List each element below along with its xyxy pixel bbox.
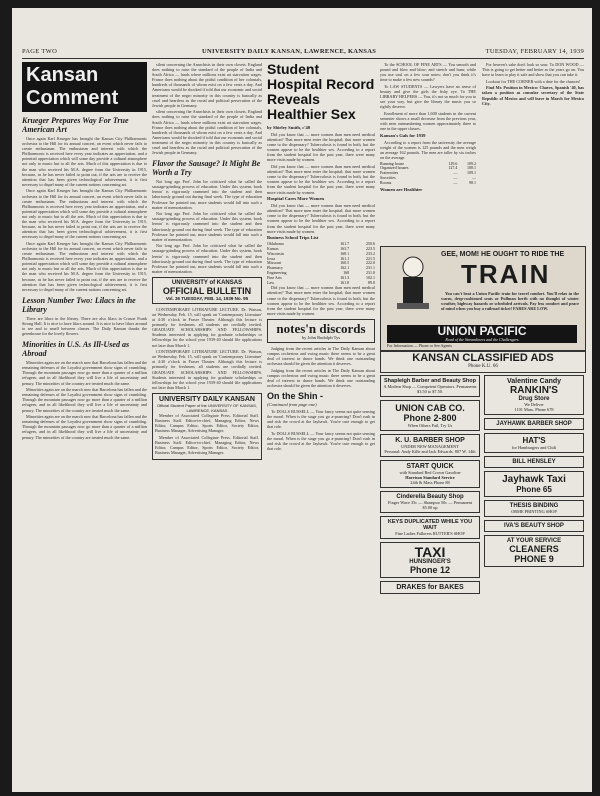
jayhawk-taxi-ad (484, 471, 584, 497)
cinderella-items: Finger Wave 35c — Shampoo 50c — Permanent $5.00 up (388, 500, 472, 510)
official-bulletin (152, 277, 262, 304)
spanish-note: Find Mr. Position in Mexico: Chaves, Spanish '40, has taken a position as consular secretary of the State Republic of Mexico and will leave in March for Mexico City. (482, 85, 584, 106)
ivas-ad (484, 520, 584, 532)
train-ad-word: TRAIN (461, 259, 551, 289)
ku-barber-ad (380, 434, 480, 457)
table-cell: — (453, 170, 458, 176)
hospital-byline: by Shirley Smith, c'40 (267, 125, 311, 130)
table-cell: 250.6 (366, 241, 375, 247)
table-cell: 162.1 (340, 265, 350, 271)
jayhawk-taxi-title: Jayhawk Taxi (502, 474, 566, 485)
start-quick-ad (380, 460, 480, 488)
right-top-column (482, 62, 584, 242)
keys-shop: Fine Ladies Fallorers RUTTER'S SHOP (395, 531, 465, 536)
union-cab-phone: Phone 2-800 (403, 413, 457, 423)
taxi-phone: Phone 12 (409, 565, 450, 575)
on-the-shin-sub: (Continued from page one) (267, 402, 317, 408)
editorial-column (22, 62, 147, 790)
table-cell: 109.2 (467, 160, 476, 166)
union-pacific-ad (380, 246, 586, 351)
kansan-comment-banner: Kansan Comment (22, 62, 147, 112)
harrison-phone: 24th & Mass Phone 88 (410, 480, 450, 485)
table-cell: 222.0 (366, 260, 375, 266)
page-number: PAGE TWO (22, 48, 58, 55)
table-cell: 161.7 (340, 241, 350, 247)
hospital-body-2: Did you know that — more women than men need medical attention? That more men enter the hospital; that more women come to the dispensary? Tuberculosis is found in both, but the women appear to be the healthier sex. According to a report from the student hospital for the past year, there were many more visits made by women. (267, 203, 375, 234)
union-cab-title: UNION CAB CO. (395, 403, 465, 413)
classified-title: KANSAN CLASSIFIED ADS (412, 352, 554, 364)
table-cell: Pharmacy (267, 265, 283, 271)
table-cell: 109.1 (467, 170, 476, 176)
table-cell: 221.5 (366, 255, 375, 261)
table-cell: Rooms (380, 179, 392, 185)
table-cell: 168.1 (340, 250, 350, 256)
staff-box (152, 393, 262, 460)
thesis-ad (484, 500, 584, 517)
editorial-headline-lilacs: Lesson Number Two: Lilacs in the Library (22, 295, 136, 314)
editorial-headline-sausage: Flavor the Sausage? It Might Be Worth a Try (152, 159, 261, 178)
cleaners-phone: PHONE 9 (514, 554, 554, 564)
train-ad-body: You can't beat a Union Pacific train for travel comfort. You'll relax in the warm, deep-cushioned seats or Pullman berth with no thought of winter weather, highway hazards or scheduled arrivals. Pay less comfort and peace of mind when you buy a railroad ticket! FARES ARE LOW. (441, 291, 579, 312)
ku-barber-title: K. U. BARBER SHOP (395, 437, 465, 444)
train-ad-headline: GEE, MOM! HE OUGHT TO RIDE THE (441, 251, 565, 258)
table-cell: 102.1 (366, 274, 375, 280)
ku-barber-sub: UNDER NEW MANAGEMENT (401, 444, 459, 449)
rankins-ad (484, 375, 584, 415)
table-cell: Iowa (267, 255, 275, 261)
cinderella-ad (380, 491, 480, 513)
table-cell: Organized houses (380, 165, 409, 171)
bulletin-heading: OFFICIAL BULLETIN (162, 285, 252, 296)
beauty-shop-body: A Modern Shop — Competent Operators. Permanents $3.50 to $7.50. (383, 384, 477, 394)
table-cell: 233.2 (366, 250, 375, 256)
classified-column-left (380, 375, 480, 785)
union-cab-sub: When Others Fail, Try Us (407, 423, 453, 428)
rankins-name: RANKIN'S (510, 385, 558, 396)
keys-ad (380, 516, 480, 539)
school-column (380, 62, 476, 242)
hospital-column (267, 62, 375, 790)
cleaners-ad (484, 535, 584, 567)
school-big-body: According to a report from the university the average weight of the women is 125 pounds and the men weigh an average 162 pounds. The men are taller by six inches on the average. (380, 139, 476, 160)
table-cell: Sororities (380, 174, 396, 180)
table-cell: Fine Arts (267, 274, 282, 280)
table-cell: Law (267, 279, 275, 285)
harrison-name: Harrison Standard Service (405, 475, 455, 480)
staff-body: Member of Associated Collegiate Press. Editorial Staff. Business Staff. Editor-in-chief, Managing Editor, News Editor, Campus Editor, Sports Editor, Society Editor, Business Manager, Advertising Manager. Member of Associated Collegiate Press. Editorial Staff. Business Staff. Editor-in-chief, Managing Editor, News Editor, Campus Editor, Sports Editor, Society Editor, Business Manager, Advertising Manager. (155, 412, 259, 456)
keys-title: KEYS DUPLICATED WHILE YOU WAIT (387, 519, 473, 531)
school-lines: To the SCHOOL OF FINE ARTS — You smooth and pound and blow and blow; and stretch and hum; while you use soul on a few sour notes; don't you think it's time to make a few new sounds? To LAW STUDENTS — Lawyers have no sense of beauty and give the girls the fishy eye. To THE LIBRARY HELPERS — You, it's not so much for you to see your way, but give the library the music you so rightly deserve. Enrollment of more than 1,600 students in the current semester shows a small decrease from the previous year, with men outnumbering women approximately three to one in the upper classes. (380, 62, 476, 132)
on-the-shin-body: To DOLLS RUSSELL — Your fancy seems not quite sensing the moral. When is the stage you go a-prancing? Don't rush in and risk the crowd at the Jayhawk. You're cute enough to get that role. To DOLLS RUSSELL — Your fancy seems not quite sensing the moral. When is the stage you go a-prancing? Don't rush in and risk the crowd at the Jayhawk. You're cute enough to get that role. (267, 409, 375, 452)
taxi-ad (380, 542, 480, 578)
cinderella-title: Cinderella Beauty Shop (396, 494, 464, 500)
at-your-service: AT YOUR SERVICE (506, 538, 562, 544)
beauty-shop-ad (380, 375, 480, 397)
taxi-name: HUNSINGER'S (409, 559, 451, 565)
editorial-body-krueger: Once again Karl Krueger has brought the Kansas City Philharmonic orchestra to the Hill for its annual concert, an event which never fails to create enthusiasm. The enthusiasm and interest with which the Philharmonic is received here every year indicates an appreciation, and a potential appreciation which will some day provide a cultural atmosphere not only to music but to all the arts. Much of this appreciation is due to the man who received his M.A. degree from the University in 1915, because, as he has never failed to point out, if the arts are to receive the attention that has been given technological achievement, it is first necessary to dispel many of the current notions concerning art. Once again Karl Krueger has brought the Kansas City Philharmonic orchestra to the Hill for its annual concert, an event which never fails to create enthusiasm. The enthusiasm and interest with which the Philharmonic is received here every year indicates an appreciation, and a potential appreciation which will some day provide a cultural atmosphere not only to music but to all the arts. Much of this appreciation is due to the man who received his M.A. degree from the University in 1915, because, as he has never failed to point out, if the arts are to receive the attention that has been given technological achievement, it is first necessary to dispel many of the current notions concerning art. Once again Karl Krueger has brought the Kansas City Philharmonic orchestra to the Hill for its annual concert, an event which never fails to create enthusiasm. The enthusiasm and interest with which the Philharmonic is received here every year indicates an appreciation, and a potential appreciation which will some day provide a cultural atmosphere not only to music but to all the arts. Much of this appreciation is due to the man who received his M.A. degree from the University in 1915, because, as he has never failed to point out, if the arts are to receive the attention that has been given technological achievement, it is first necessary to dispel many of the current notions concerning art. (22, 136, 147, 292)
notes-discords-box (267, 319, 375, 343)
classified-phone: Phone K.U. 66 (468, 364, 498, 369)
table-cell: Missouri (267, 260, 282, 266)
table-cell: 160.5 (340, 260, 350, 266)
table-cell: 168 (343, 269, 350, 275)
classified-column-right (484, 375, 584, 785)
table-cell: Kansas (267, 245, 279, 251)
notes-title: notes'n discords (276, 320, 366, 336)
table-cell: 98.1 (469, 179, 476, 185)
beauty-shop-title: Shapleigh Barber and Beauty Shop (384, 378, 476, 384)
notes-body: Judging from the recent articles in The Daily Kansan about campus orchestras and swing music there seems to be a great deal of interest in dance bands. We think one outstanding orchestra should be given the attention it deserves. Judging from the recent articles in The Daily Kansan about campus orchestras and swing music there seems to be a great deal of interest in dance bands. We think one outstanding orchestra should be given the attention it deserves. (267, 345, 375, 389)
rankins-address: 1101 Mass. Phone 678 (514, 407, 554, 412)
newspaper-page (12, 8, 592, 792)
hats-sub: for Hamburgers and Chili (511, 445, 557, 450)
table-cell: 163.7 (340, 245, 350, 251)
classified-banner (380, 351, 586, 373)
table-cell: — (472, 174, 476, 180)
start-quick-sub: with Standard Red Crown Gasoline (399, 470, 461, 475)
editorial-body-lilacs: There are lilacs in the library. There are also lilacs in Crusoe Frank Strong Hall. It is nice to have lilacs around. It is nice to have lilacs around to see and to smell between classes. The Daily Kansan thanks the greenhouse for the lovely flowers. (22, 315, 147, 337)
union-pacific-tag: Road of the Streamliners and the Challengers (445, 337, 519, 342)
issue-date: TUESDAY, FEBRUARY 14, 1939 (485, 48, 584, 55)
union-pacific-agent: For Information — Phone or See Agents (387, 343, 452, 348)
jayhawk-barber-title: JAYHAWK BARBER SHOP (496, 421, 572, 427)
table-cell: 89.0 (368, 279, 375, 285)
boy-illustration (387, 253, 439, 311)
hats-title: HAT'S (522, 436, 546, 445)
trips-table-title: Business School Trips List (267, 235, 319, 241)
right-top-text: For heaven's sake don't look so sour. To DON WOOD — This is going to get better and better as the years go on. You have to learn to play it safe and show that you can take it. Lookout for THE CORNER with a date for the chances! (482, 62, 584, 84)
on-the-shin-headline: On the Shin - (267, 391, 323, 402)
ivas-title: IVA'S BEAUTY SHOP (504, 523, 564, 529)
staff-title: UNIVERSITY DAILY KANSAN (159, 395, 255, 403)
table-cell: — (453, 174, 458, 180)
table-cell: 161.8 (340, 279, 350, 285)
bill-hensley-title: BILL HENSLEY (512, 459, 556, 465)
paper-title: UNIVERSITY DAILY KANSAN, LAWRENCE, KANSAS (202, 48, 377, 55)
table-cell: 161.3 (340, 274, 350, 280)
ku-barber-body: Personal: Andy Kille and Jack Edwards. 807 W. 14th (384, 449, 476, 454)
rankins-deliver: We Deliver (524, 402, 544, 407)
weights-table (380, 162, 476, 186)
table-cell: Engineering (267, 269, 287, 275)
jayhawk-barber-ad (484, 418, 584, 430)
start-quick-title: START QUICK (406, 463, 454, 470)
table-cell: 161.1 (340, 255, 350, 261)
rankins-drug-store: Drug Store (518, 396, 550, 402)
union-cab-ad (380, 400, 480, 431)
table-cell: Wisconsin (267, 250, 284, 256)
jayhawk-taxi-phone: Phone 65 (516, 485, 552, 494)
bulletin-university: UNIVERSITY of KANSAS (171, 279, 243, 286)
editorial-body-minorities: Minorities again are on the march now that Barcelona has fallen and the remaining defenses of the Loyalist government show signs of crumbling. Through the mountain passages now go more than a quarter of a million refugees, and in all likelihood they will live a life of uncertainty and penury. The minorities of the country are treated much the same. Minorities again are on the march now that Barcelona has fallen and the remaining defenses of the Loyalist government show signs of crumbling. Through the mountain passages now go more than a quarter of a million refugees, and in all likelihood they will live a life of uncertainty and penury. The minorities of the country are treated much the same. Minorities again are on the march now that Barcelona has fallen and the remaining defenses of the Loyalist government show signs of crumbling. Through the mountain passages now go more than a quarter of a million refugees, and in all likelihood they will live a life of uncertainty and penury. The minorities of the country are treated much the same. (22, 360, 147, 440)
cleaners-title: CLEANERS (509, 544, 559, 554)
school-big-headline: Kansan's Gals for 1939 (380, 132, 426, 138)
orme-shop: ORME PRINTING SHOP (511, 509, 557, 514)
valentine-candy: Valentine Candy (506, 378, 562, 385)
school-sub: Women are Healthier (380, 186, 423, 192)
editorial-headline-krueger: Krueger Prepares Way For True American Art (22, 116, 129, 134)
editorial-continued: silent concerning the Anarchists in their own closets. England does nothing to raise the standard of the people of India and South Africa — lands where millions exist on starvation wages. France does nothing about the pitiful condition of her colonials, hundreds of thousands of whom exist on a few cents a day. And Americans would be shocked if told that our economic and social treatment of the negro minority in this country is basically as cruel and heartless as the racial and political persecution of the Jewish people in Germany. silent concerning the Anarchists in their own closets. England does nothing to raise the standard of the people of India and South Africa — lands where millions exist on starvation wages. France does nothing about the pitiful condition of her colonials, hundreds of thousands of whom exist on a few cents a day. And Americans would be shocked if told that our economic and social treatment of the negro minority in this country is basically as cruel and heartless as the racial and political persecution of the Jewish people in Germany. (152, 62, 262, 156)
table-cell: Running house (380, 160, 405, 166)
center-column (152, 62, 262, 790)
taxi-title: TAXI (414, 544, 446, 560)
union-pacific-banner (387, 325, 577, 343)
staff-subtitle: Official Student Paper of the UNIVERSITY OF KANSAS, LAWRENCE, KANSAS (156, 402, 258, 413)
hospital-body-3: Did you know that — more women than men need medical attention? That more men enter the hospital; that more women come to the dispensary? Tuberculosis is found in both, but the women appear to be the healthier sex. According to a report from the student hospital for the past year, there were many more visits made by women. (267, 285, 375, 316)
notes-byline: by John Rudolph Tys (301, 334, 341, 340)
bulletin-volume: Vol. 36 TUESDAY, FEB. 14, 1939 No. 95 (165, 295, 249, 301)
bill-hensley-ad (484, 456, 584, 468)
union-pacific-name: UNION PACIFIC (437, 324, 527, 338)
table-cell: 127.4 (448, 165, 458, 171)
table-cell: — (453, 179, 458, 185)
drakes-title: DRAKES for BAKES (396, 584, 464, 591)
table-row (380, 181, 476, 186)
editorial-headline-minorities: Minorities in U.S. As Ill-Used as Abroad (22, 340, 130, 359)
hospital-headline: Student Hospital Record Reveals Healthier Sex (267, 62, 375, 122)
table-cell: 223.5 (366, 245, 375, 251)
hospital-subhead: Hospital Cares More Women (267, 196, 325, 202)
thesis-title: THESIS BINDING (509, 503, 559, 509)
table-cell: 231.0 (366, 269, 375, 275)
masthead (22, 48, 584, 59)
trips-table (267, 242, 375, 285)
table-cell: 108.1 (467, 165, 476, 171)
table-cell: Fraternities (380, 170, 399, 176)
table-cell: Oklahoma (267, 241, 284, 247)
hospital-body: Did you know that — more women than men need medical attention? That more men enter the hospital; that more women come to the dispensary? Tuberculosis is found in both, but the women appear to be the healthier sex. According to a report from the student hospital for the past year, there were many more visits made by women. Did you know that — more women than men need medical attention? That more men enter the hospital; that more women come to the dispensary? Tuberculosis is found in both, but the women appear to be the healthier sex. According to a report from the student hospital for the past year, there were many more visits made by women. (267, 132, 375, 195)
editorial-body-sausage: Not long ago Prof. John Ise criticized what he called the sausage-grinding process of education. Under this system, book lernin' is vigorously crammed into the student and then laboriously ground out during final week. The type of education Professor Ise pointed out, more students would fall into such a matter of memorization. Not long ago Prof. John Ise criticized what he called the sausage-grinding process of education. Under this system, book lernin' is vigorously crammed into the student and then laboriously ground out during final week. The type of education Professor Ise pointed out, more students would fall into such a matter of memorization. Not long ago Prof. John Ise criticized what he called the sausage-grinding process of education. Under this system, book lernin' is vigorously crammed into the student and then laboriously ground out during final week. The type of education Professor Ise pointed out, more students would fall into such a matter of memorization. (152, 179, 262, 274)
bulletin-body: CONTEMPORARY LITERATURE LECTURE. Dr. Watson, on Wednesday, Feb. 15, will speak on 'Contemporary Literature' at 4:30 o'clock in Fraser Theater. Although this lecture is primarily for freshmen, all students are cordially invited. GRADUATE SCHOLARSHIPS AND FELLOWSHIPS. Students interested in applying for graduate scholarships or fellowships for the school year 1939-40 should file applications not later than March 1. CONTEMPORARY LITERATURE LECTURE. Dr. Watson, on Wednesday, Feb. 15, will speak on 'Contemporary Literature' at 4:30 o'clock in Fraser Theater. Although this lecture is primarily for freshmen, all students are cordially invited. GRADUATE SCHOLARSHIPS AND FELLOWSHIPS. Students interested in applying for graduate scholarships or fellowships for the school year 1939-40 should file applications not later than March 1. (152, 306, 262, 390)
drakes-ad (380, 581, 480, 594)
table-cell: 129.6 (448, 160, 458, 166)
table-cell: 231.1 (366, 265, 375, 271)
hats-ad (484, 433, 584, 453)
